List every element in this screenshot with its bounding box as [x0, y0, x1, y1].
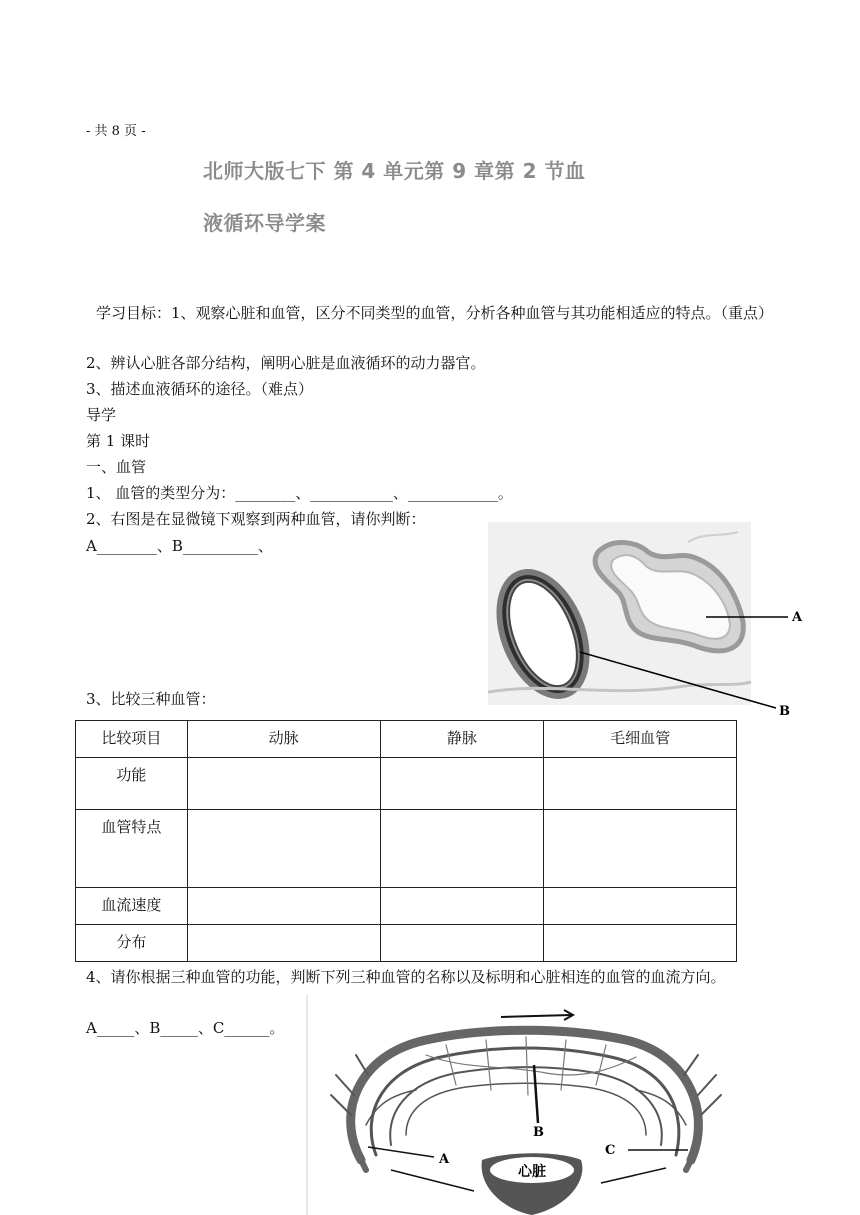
flow-arrow — [501, 1015, 571, 1017]
objective-3: 3、描述血液循环的途径。（难点） — [86, 380, 314, 398]
question-4: 4、请你根据三种血管的功能，判断下列三种血管的名称以及标明和心脏相连的血管的血流方向。 — [86, 968, 726, 986]
pointer-b — [534, 1065, 538, 1123]
objective-1: 学习目标：1、观察心脏和血管，区分不同类型的血管，分析各种血管与其功能相适应的特点。（重点） — [96, 304, 774, 322]
document-title-line-2: 液循环导学案 — [203, 211, 326, 235]
section-lesson: 第 1 课时 — [86, 432, 151, 450]
heart-label: 心脏 — [518, 1164, 546, 1180]
table-header-cell: 动脉 — [187, 721, 380, 758]
table-cell[interactable] — [544, 925, 737, 962]
figure1-label-b: B — [779, 704, 790, 719]
question-1: 1、 血管的类型分为：________、___________、____________。 — [86, 484, 513, 502]
table-cell[interactable] — [544, 810, 737, 888]
table-header-cell: 比较项目 — [76, 721, 188, 758]
objective-2: 2、辨认心脏各部分结构，阐明心脏是血液循环的动力器官。 — [86, 354, 486, 372]
table-row — [76, 758, 737, 810]
question-2: 2、右图是在显微镜下观察到两种血管，请你判断： — [86, 510, 426, 528]
page-count: - 共 8 页 - — [86, 124, 146, 139]
circulation-diagram — [306, 995, 736, 1215]
table-row — [76, 810, 737, 888]
figure2-label-c: C — [605, 1143, 616, 1158]
table-cell[interactable] — [544, 888, 737, 925]
table-cell[interactable] — [187, 758, 380, 810]
figure2-label-a: A — [439, 1152, 450, 1167]
blood-vessel-micrograph — [488, 522, 808, 722]
question-2-answer: A________、B__________、 — [86, 537, 273, 555]
pointer-a — [368, 1147, 434, 1157]
table-header-cell: 毛细血管 — [544, 721, 737, 758]
figure2-label-b: B — [533, 1125, 544, 1140]
table-cell[interactable] — [187, 888, 380, 925]
section-part-1: 一、血管 — [86, 458, 147, 476]
table-row-label: 血流速度 — [76, 888, 188, 925]
table-row-label: 分布 — [76, 925, 188, 962]
table-cell[interactable] — [380, 925, 544, 962]
table-cell[interactable] — [187, 925, 380, 962]
table-row — [76, 925, 737, 962]
table-cell[interactable] — [187, 810, 380, 888]
document-title-line-1: 北师大版七下 第 4 单元第 9 章第 2 节血 — [203, 159, 586, 183]
question-3: 3、比较三种血管： — [86, 690, 216, 708]
section-guide: 导学 — [86, 406, 117, 424]
table-header-row — [76, 721, 737, 758]
question-4-answer: A_____、B_____、C______。 — [86, 1019, 285, 1037]
figure1-label-a: A — [792, 610, 803, 625]
table-row — [76, 888, 737, 925]
table-cell[interactable] — [380, 758, 544, 810]
comparison-table — [75, 720, 737, 962]
table-cell[interactable] — [380, 810, 544, 888]
table-row-label: 血管特点 — [76, 810, 188, 888]
table-cell[interactable] — [544, 758, 737, 810]
table-row-label: 功能 — [76, 758, 188, 810]
table-header-cell: 静脉 — [380, 721, 544, 758]
table-cell[interactable] — [380, 888, 544, 925]
